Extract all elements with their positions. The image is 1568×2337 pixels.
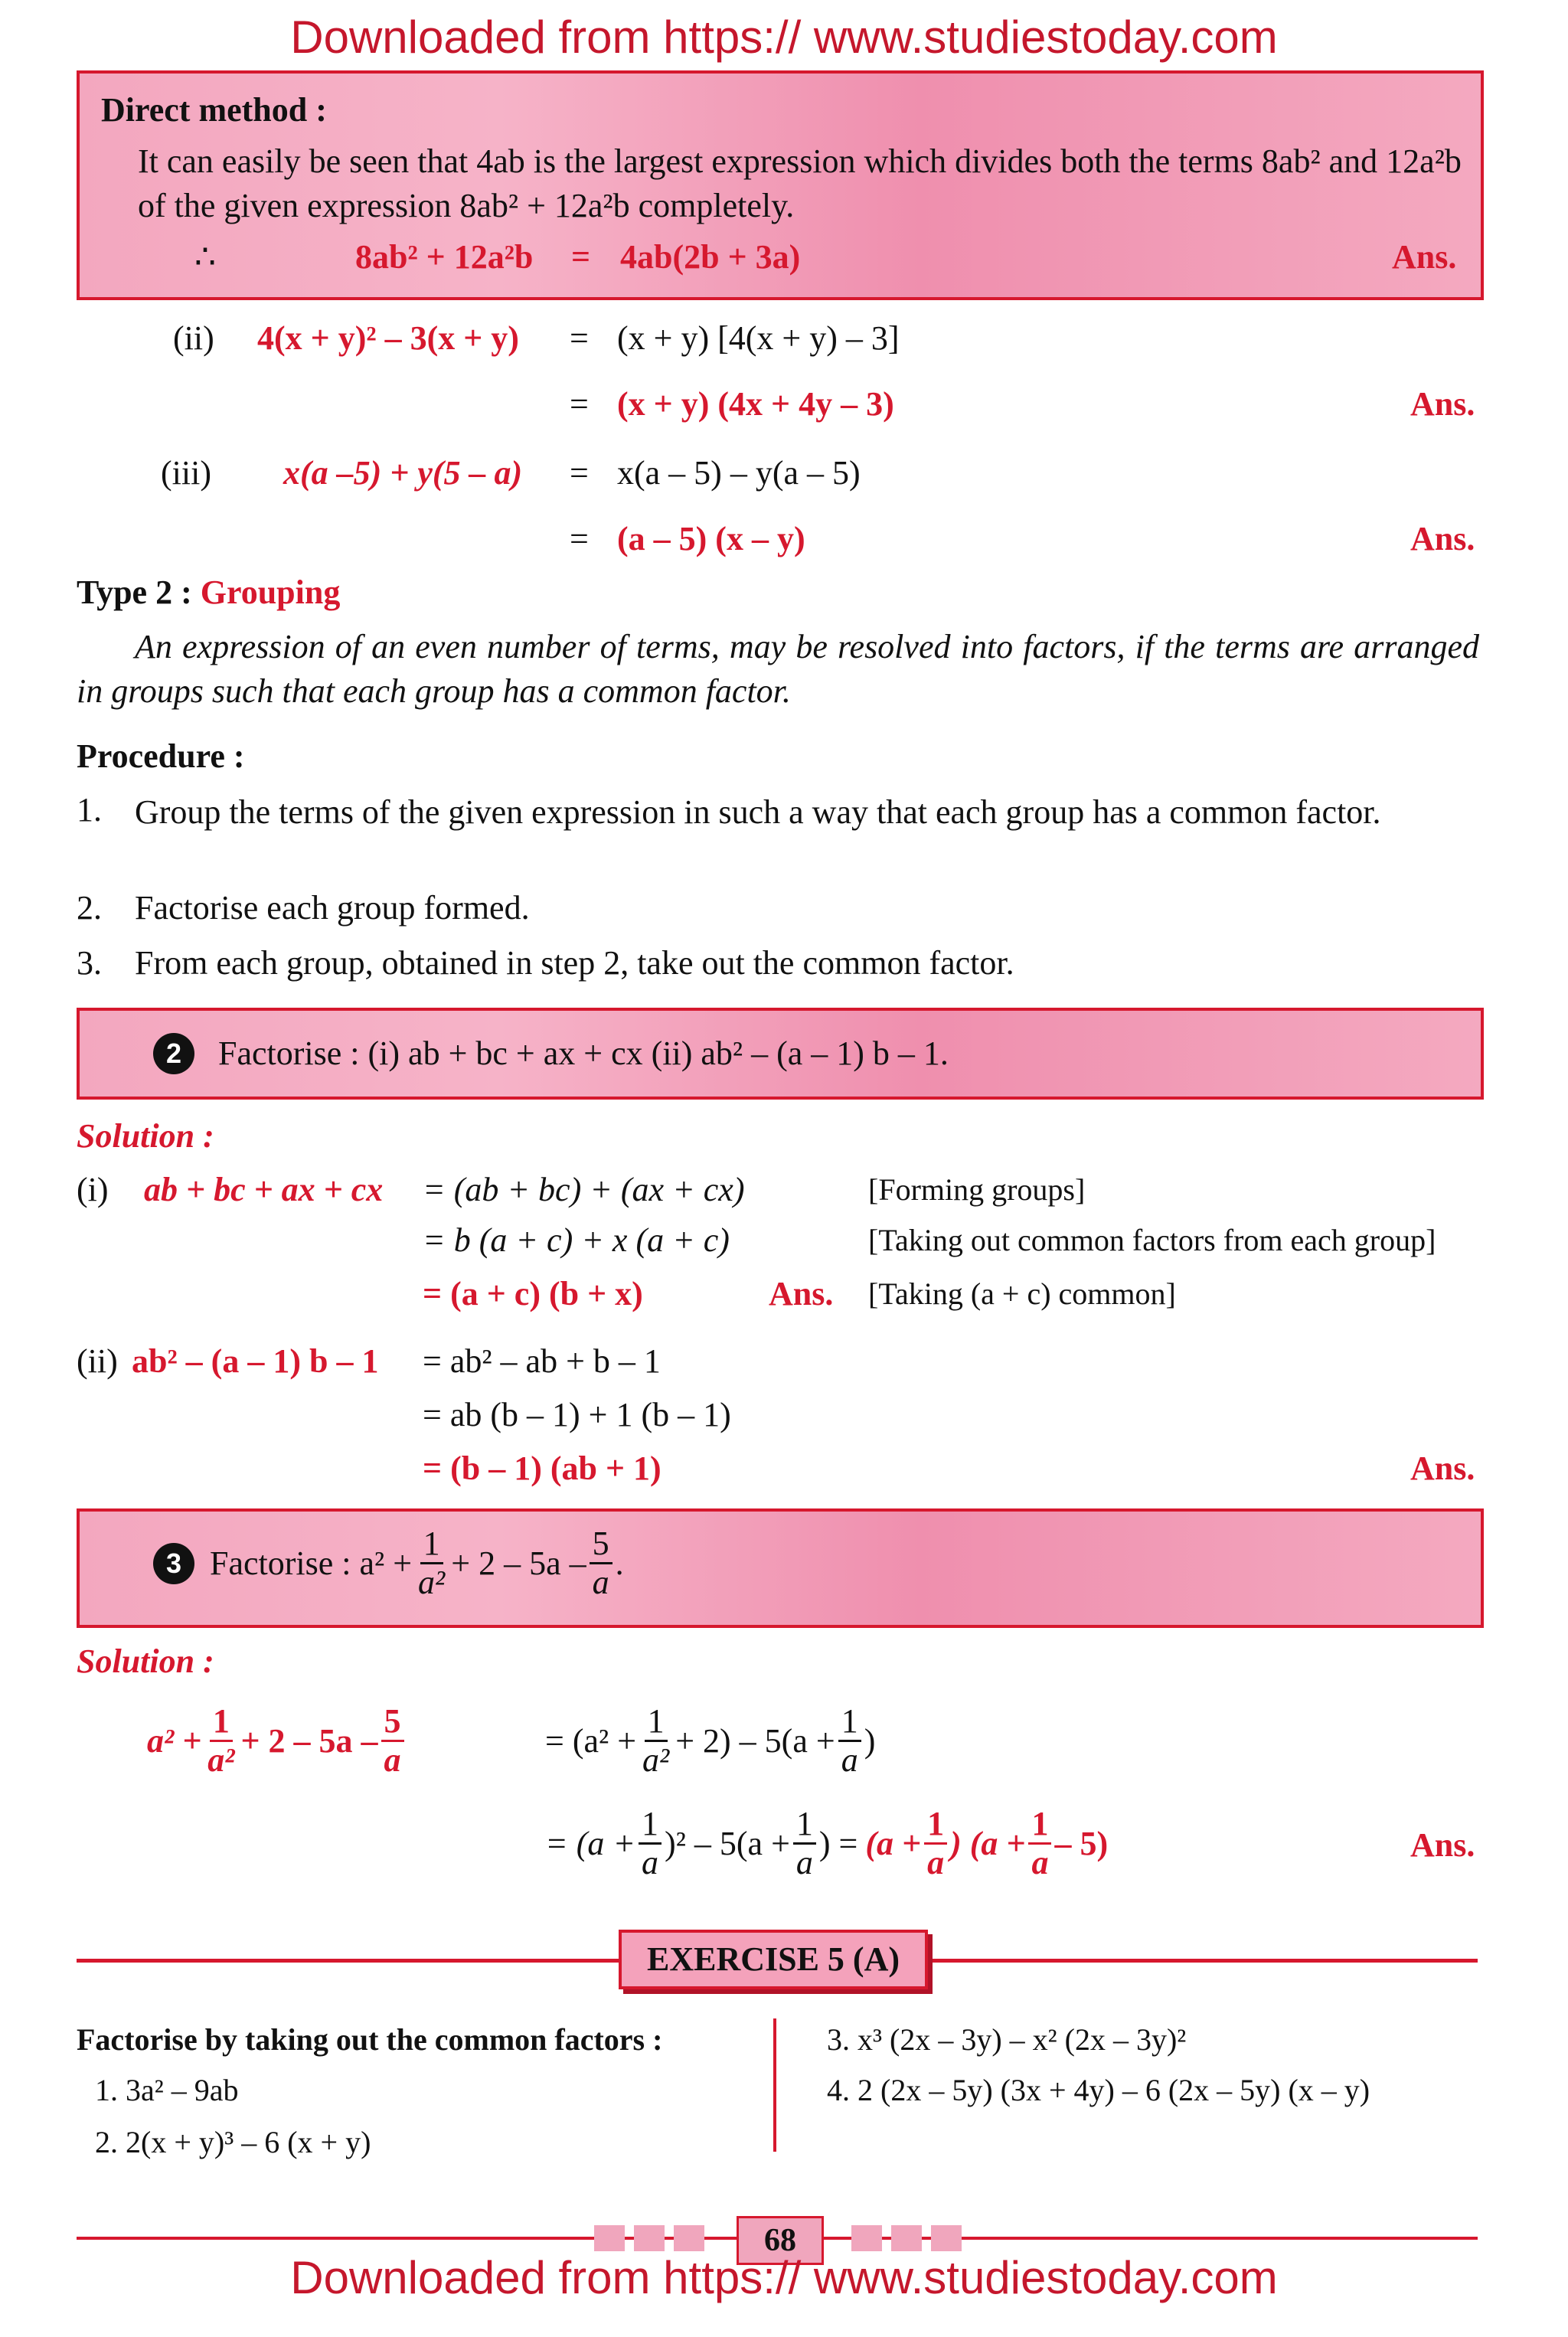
header-banner[interactable]: Downloaded from https:// www.studiestoday.com bbox=[290, 11, 1278, 63]
example-2-question-row bbox=[153, 1031, 949, 1074]
numerator: 1 bbox=[645, 1705, 668, 1742]
example-3-question-prefix: Factorise : a² + bbox=[210, 1544, 413, 1582]
direct-result-lhs: 8ab² + 12a²b bbox=[355, 238, 534, 276]
ex2-i-note: [Forming groups] bbox=[868, 1172, 1086, 1207]
exercise-item-num: 3. bbox=[827, 2022, 850, 2057]
direct-method-box bbox=[77, 70, 1484, 300]
numerator: 1 bbox=[924, 1807, 947, 1845]
ex2-i-note: [Taking out common factors from each group] bbox=[868, 1223, 1436, 1257]
exercise-item-text: 2(x + y)³ – 6 (x + y) bbox=[126, 2125, 371, 2159]
fraction bbox=[838, 1702, 861, 1779]
footer-decor-block bbox=[931, 2225, 962, 2251]
ex2-ii-step: = ab² – ab + b – 1 bbox=[423, 1342, 661, 1380]
ex2-i-result: = (a + c) (b + x) bbox=[423, 1275, 643, 1312]
exercise-item-num: 4. bbox=[827, 2073, 850, 2107]
exercise-item bbox=[95, 2124, 371, 2160]
ex2-i-lhs: ab + bc + ax + cx bbox=[144, 1171, 384, 1208]
ex3-rhs2-c: ) = bbox=[818, 1825, 858, 1862]
footer-decor-block bbox=[594, 2225, 625, 2251]
ex3-rhs2-f: – 5) bbox=[1054, 1825, 1109, 1862]
fraction bbox=[639, 1702, 672, 1779]
example-2-question: Factorise : (i) ab + bc + ax + cx (ii) ab² – (a – 1) b – 1. bbox=[218, 1034, 949, 1073]
denominator: a bbox=[927, 1844, 945, 1881]
denominator: a bbox=[795, 1844, 813, 1881]
example-3-question-mid: + 2 – 5a – bbox=[451, 1544, 586, 1582]
exercise-title: EXERCISE 5 (A) bbox=[619, 1930, 928, 1989]
part-ii-step2: (x + y) (4x + 4y – 3) bbox=[617, 385, 894, 423]
ans-label: Ans. bbox=[1410, 520, 1475, 557]
procedure-title: Procedure : bbox=[77, 737, 245, 775]
footer-decor-block bbox=[634, 2225, 665, 2251]
denominator: a² bbox=[642, 1741, 670, 1779]
fraction bbox=[1028, 1807, 1051, 1880]
exercise-item bbox=[827, 2072, 1370, 2108]
solution-label: Solution : bbox=[77, 1117, 214, 1155]
exercise-column-divider bbox=[773, 2018, 776, 2152]
ex3-rhs-1 bbox=[545, 1702, 876, 1779]
ex2-i-note: [Taking (a + c) common] bbox=[868, 1276, 1176, 1311]
fraction bbox=[639, 1807, 662, 1880]
ex3-rhs2-b: )² – 5(a + bbox=[665, 1825, 790, 1862]
direct-result-rhs: 4ab(2b + 3a) bbox=[620, 238, 801, 276]
ex3-rhs2-a: = (a + bbox=[545, 1825, 636, 1862]
numerator: 5 bbox=[381, 1705, 404, 1742]
footer-decor-block bbox=[851, 2225, 882, 2251]
exercise-item-num: 2. bbox=[95, 2125, 118, 2159]
equals-sign: = bbox=[570, 385, 589, 423]
numerator: 5 bbox=[590, 1527, 612, 1564]
type2-prefix: Type 2 : bbox=[77, 574, 192, 611]
numerator: 1 bbox=[793, 1807, 816, 1845]
part-ii-lhs: 4(x + y)² – 3(x + y) bbox=[257, 319, 519, 357]
ex2-ii-label: (ii) bbox=[77, 1342, 118, 1380]
ex3-lhs bbox=[147, 1702, 407, 1779]
procedure-step-num: 1. bbox=[77, 791, 102, 829]
ex2-ii-step: = ab (b – 1) + 1 (b – 1) bbox=[423, 1396, 731, 1433]
part-iii-label: (iii) bbox=[161, 454, 211, 492]
denominator: a² bbox=[418, 1564, 446, 1601]
period: . bbox=[615, 1544, 624, 1582]
ex2-i-label: (i) bbox=[77, 1171, 109, 1208]
ex3-rhs1-b: + 2) – 5(a + bbox=[675, 1722, 835, 1760]
fraction bbox=[793, 1807, 816, 1880]
footer-banner[interactable]: Downloaded from https:// www.studiestoday.com bbox=[290, 2252, 1278, 2303]
page-number: 68 bbox=[737, 2216, 824, 2265]
ans-label: Ans. bbox=[1410, 1826, 1475, 1864]
ex3-lhs-a2: a² + bbox=[147, 1722, 202, 1760]
ex3-rhs1-a: = (a² + bbox=[545, 1722, 637, 1760]
ex2-i-step: = b (a + c) + x (a + c) bbox=[423, 1221, 730, 1259]
denominator: a bbox=[1031, 1844, 1049, 1881]
direct-method-text: It can easily be seen that 4ab is the largest expression which divides both the terms 8ab² and 12a²b of the given expression 8ab² + 12a²b completely. bbox=[138, 142, 1462, 224]
exercise-item-text: x³ (2x – 3y) – x² (2x – 3y)² bbox=[858, 2022, 1187, 2057]
ex3-rhs1-c: ) bbox=[864, 1722, 876, 1760]
part-iii-lhs: x(a –5) + y(5 – a) bbox=[283, 454, 523, 492]
type2-title: Grouping bbox=[200, 574, 341, 611]
exercise-item bbox=[95, 2072, 239, 2108]
procedure-step-text: Group the terms of the given expression in such a way that each group has a common factor. bbox=[135, 793, 1381, 831]
example-2-box bbox=[77, 1008, 1484, 1100]
part-ii-step1: (x + y) [4(x + y) – 3] bbox=[617, 319, 900, 357]
therefore-symbol: ∴ bbox=[194, 238, 216, 276]
fraction bbox=[590, 1527, 612, 1600]
numerator: 1 bbox=[420, 1527, 443, 1564]
ex3-rhs2-e: ) (a + bbox=[950, 1825, 1026, 1862]
fraction bbox=[415, 1527, 448, 1600]
ex2-ii-result: = (b – 1) (ab + 1) bbox=[423, 1450, 662, 1487]
example-number-badge: 2 bbox=[153, 1033, 194, 1074]
exercise-item-text: 2 (2x – 5y) (3x + 4y) – 6 (2x – 5y) (x – y) bbox=[858, 2073, 1370, 2107]
direct-method-title: Direct method : bbox=[101, 91, 327, 129]
denominator: a² bbox=[207, 1741, 235, 1779]
equals-sign: = bbox=[570, 454, 589, 492]
numerator: 1 bbox=[210, 1705, 233, 1742]
type2-heading bbox=[77, 573, 340, 612]
ans-label: Ans. bbox=[1410, 1450, 1475, 1487]
denominator: a bbox=[642, 1844, 659, 1881]
ans-label: Ans. bbox=[769, 1275, 834, 1312]
example-3-box bbox=[77, 1508, 1484, 1628]
equals-sign: = bbox=[570, 520, 589, 557]
ex3-lhs-mid: + 2 – 5a – bbox=[240, 1722, 378, 1760]
exercise-instruction: Factorise by taking out the common factors : bbox=[77, 2022, 663, 2057]
procedure-step-text: From each group, obtained in step 2, take out the common factor. bbox=[135, 944, 1014, 982]
example-number-badge: 3 bbox=[153, 1543, 194, 1584]
part-iii-step2: (a – 5) (x – y) bbox=[617, 520, 805, 557]
fraction bbox=[924, 1807, 947, 1880]
exercise-item-text: 3a² – 9ab bbox=[126, 2073, 239, 2107]
example-3-question-row bbox=[153, 1527, 624, 1600]
solution-label: Solution : bbox=[77, 1642, 214, 1680]
part-ii-label: (ii) bbox=[173, 319, 214, 357]
direct-result-eq: = bbox=[571, 238, 591, 276]
procedure-step-text: Factorise each group formed. bbox=[135, 889, 530, 927]
ex2-ii-lhs: ab² – (a – 1) b – 1 bbox=[132, 1342, 379, 1380]
ex3-rhs2-d: (a + bbox=[865, 1825, 922, 1862]
footer-decor-block bbox=[891, 2225, 922, 2251]
numerator: 1 bbox=[1028, 1807, 1051, 1845]
ex2-i-step: = (ab + bc) + (ax + cx) bbox=[423, 1171, 745, 1208]
ex3-rhs-2 bbox=[545, 1807, 1108, 1880]
ans-label: Ans. bbox=[1410, 385, 1475, 423]
procedure-step-num: 2. bbox=[77, 889, 102, 927]
numerator: 1 bbox=[838, 1705, 861, 1742]
denominator: a bbox=[841, 1741, 858, 1779]
ans-label: Ans. bbox=[1392, 238, 1457, 276]
exercise-item bbox=[827, 2022, 1186, 2058]
procedure-step-num: 3. bbox=[77, 944, 102, 982]
exercise-item-num: 1. bbox=[95, 2073, 118, 2107]
fraction bbox=[381, 1702, 404, 1779]
equals-sign: = bbox=[570, 319, 589, 357]
part-iii-step1: x(a – 5) – y(a – 5) bbox=[617, 454, 861, 492]
denominator: a bbox=[592, 1564, 609, 1601]
fraction bbox=[204, 1702, 237, 1779]
denominator: a bbox=[384, 1741, 401, 1779]
numerator: 1 bbox=[639, 1807, 662, 1845]
footer-decor-block bbox=[674, 2225, 704, 2251]
type2-description: An expression of an even number of terms, may be resolved into factors, if the terms are arranged in groups such that each group has a common factor. bbox=[77, 628, 1479, 710]
